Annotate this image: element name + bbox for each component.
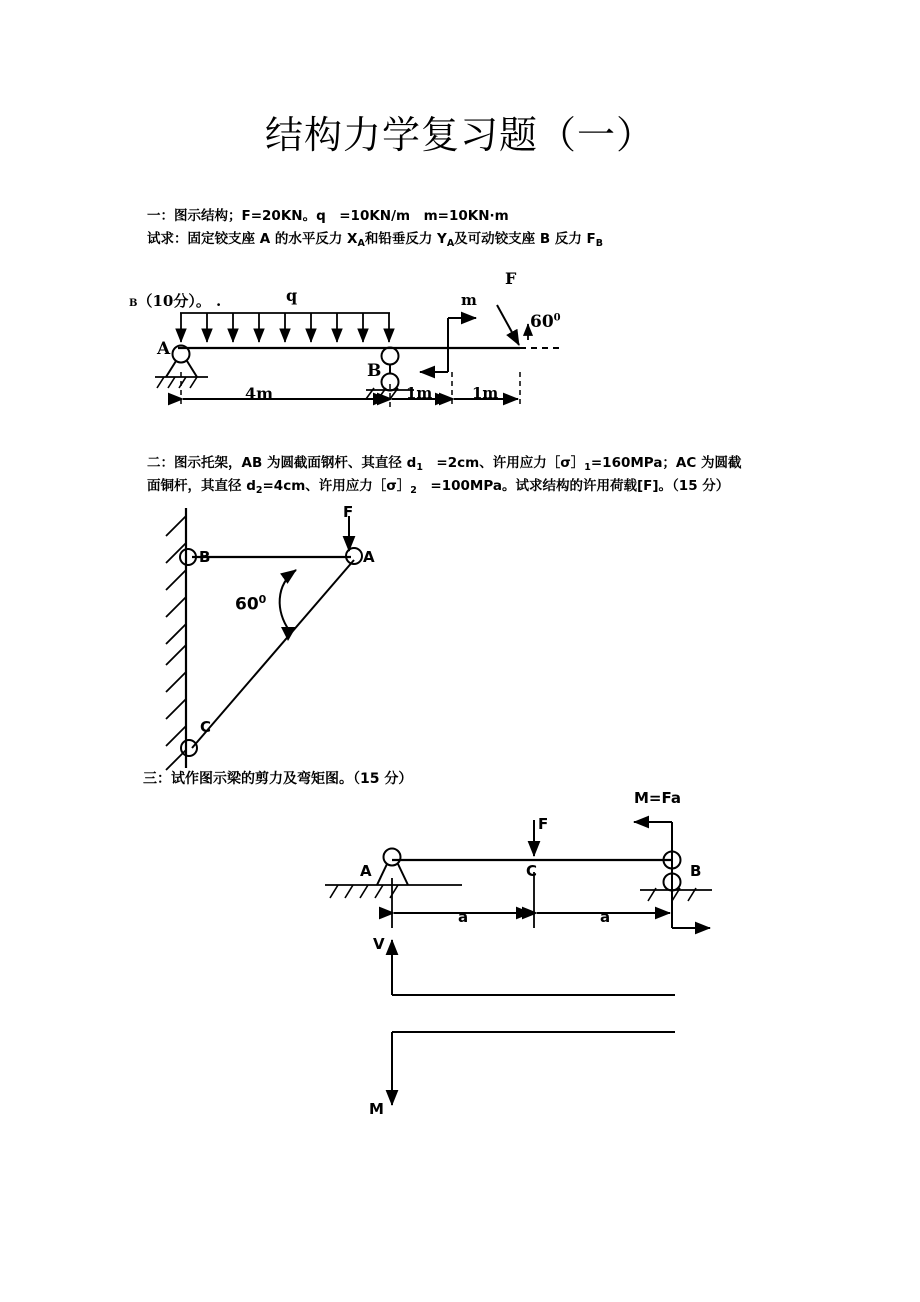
label-load-q: q	[286, 286, 298, 305]
problem-1-line-1: 一：图示结构；F=20KN。q =10KN/m m=10KN·m	[147, 208, 509, 224]
p1l2-sub-a: A	[357, 238, 365, 249]
label-force-f-3: F	[538, 815, 549, 833]
label-dim-4m: 4m	[245, 384, 274, 403]
label-point-c: C	[526, 862, 538, 880]
p2l1-b: =2cm、许用应力［σ］	[422, 455, 585, 471]
label-support-a: A	[157, 339, 171, 359]
label-dim-1m-b: 1m	[472, 384, 499, 402]
label-joint-a: A	[363, 548, 375, 566]
p2l2-sub1: 2	[255, 485, 263, 496]
label-support-b: B	[367, 361, 382, 381]
p2l2-c: =100MPa。试求结构的许用荷载[F]。（15 分）	[416, 478, 730, 494]
p2l2-a: 面铜杆，其直径 d	[147, 478, 256, 494]
angle-value-2: 60	[235, 594, 259, 615]
page-title: 结构力学复习题（一）	[264, 113, 655, 157]
moment-diagram-axes	[392, 1032, 675, 1105]
p2l1-sub2: 1	[584, 462, 591, 473]
shear-diagram-axes	[392, 940, 675, 995]
angle-degree-sup: 0	[553, 312, 561, 324]
label-force-f-2: F	[343, 503, 354, 521]
p1l2-c: 及可动铰支座 B 反力 F	[454, 231, 596, 247]
angle-value: 60	[530, 312, 554, 332]
p2l1-a: 二：图示托架，AB 为圆截面钢杆、其直径 d	[147, 455, 417, 471]
label-support-a-3: A	[360, 862, 372, 880]
p1l2-sub-b: A	[446, 238, 455, 249]
label-moment-axis-m: M	[369, 1100, 384, 1118]
marks-text: （10分）。 .	[137, 292, 222, 310]
label-dim-1m-a: 1m	[406, 384, 433, 402]
problem-3-line-1: 三：试作图示梁的剪力及弯矩图。（15 分）	[143, 771, 413, 787]
angle-degree-sup-2: 0	[258, 593, 267, 606]
label-force-f: F	[505, 269, 517, 288]
p1l2-a: 试求：固定铰支座 A 的水平反力 X	[147, 231, 358, 247]
support-a-pin-3	[325, 849, 462, 899]
p2l1-c: =160MPa；AC 为圆截	[590, 455, 742, 471]
label-shear-axis-v: V	[373, 935, 385, 953]
label-joint-c: C	[200, 718, 212, 736]
p2l2-b: =4cm、许用应力［σ］	[262, 478, 411, 494]
label-dim-a-1: a	[458, 908, 469, 926]
p2l2-sub2: 2	[410, 485, 417, 496]
label-support-b-3: B	[690, 862, 702, 880]
label-joint-b: B	[199, 548, 211, 566]
p1l2-sub-c: B	[595, 238, 604, 249]
marks-prefix: B	[129, 298, 138, 309]
p2l1-sub1: 1	[416, 462, 423, 473]
label-moment-m-fa: M=Fa	[634, 789, 681, 807]
label-dim-a-2: a	[600, 908, 611, 926]
p1l2-b: 和铅垂反力 Y	[364, 231, 447, 247]
label-moment-m: m	[461, 291, 477, 309]
